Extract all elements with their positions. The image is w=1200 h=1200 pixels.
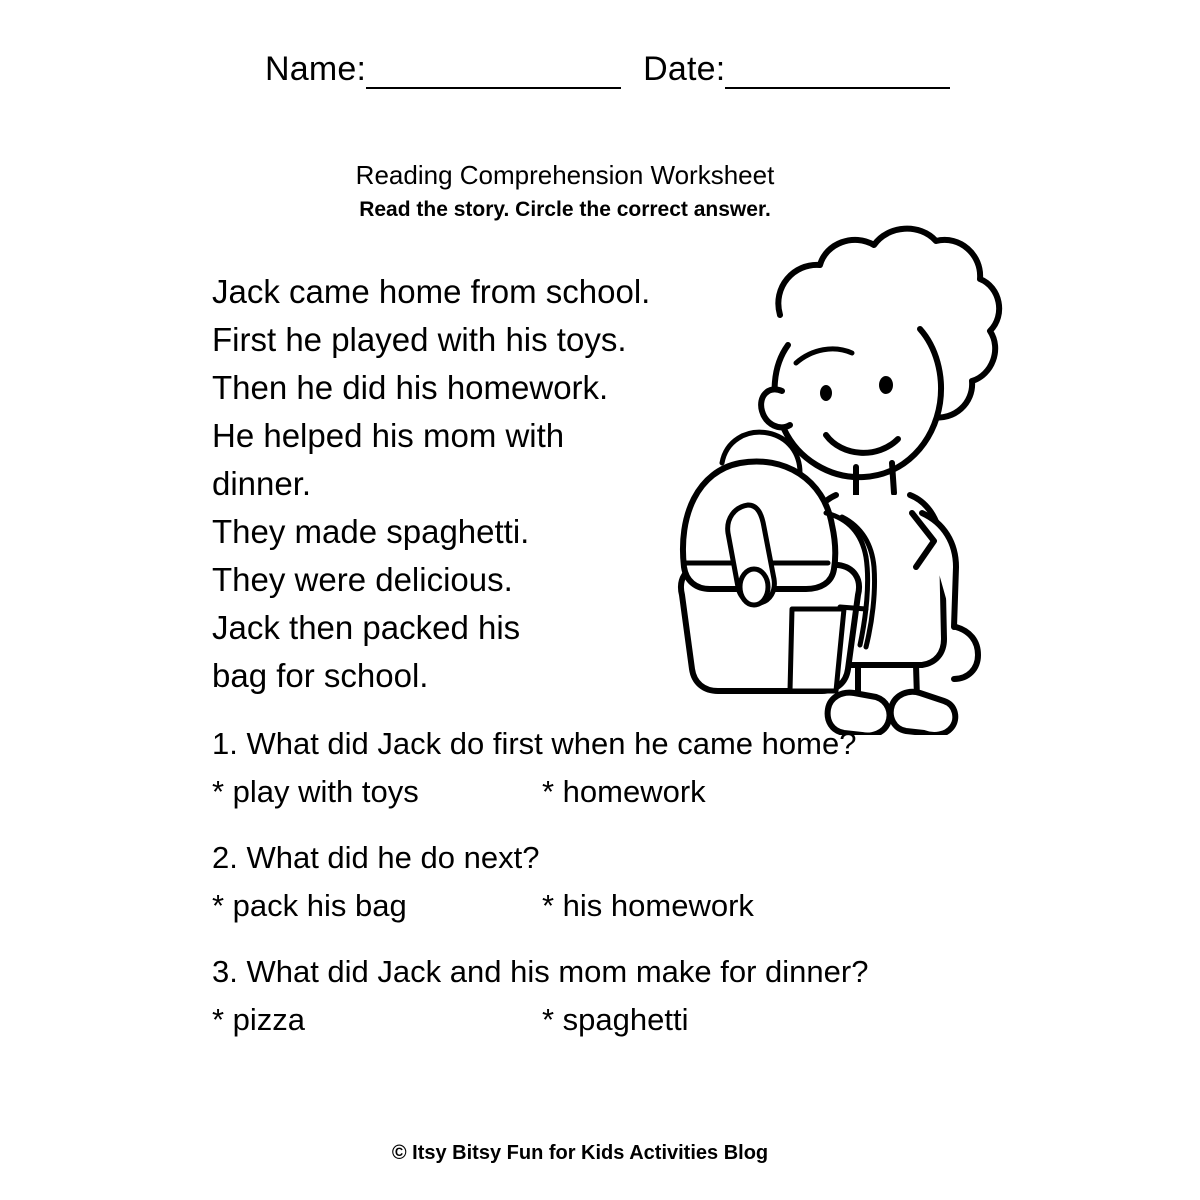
question-item: [212, 954, 1072, 1046]
answer-option[interactable]: * spaghetti: [542, 1002, 689, 1037]
story-line: bag for school.: [212, 657, 429, 694]
question-text: 3. What did Jack and his mom make for dinner?: [212, 954, 869, 989]
story-line: He helped his mom with: [212, 417, 565, 454]
questions-list: [212, 726, 1072, 1068]
answer-option[interactable]: * play with toys: [212, 774, 419, 809]
page-title: Reading Comprehension Worksheet: [355, 160, 775, 190]
date-label: Date:: [643, 50, 726, 88]
answer-option[interactable]: * homework: [542, 774, 706, 809]
answer-options: [212, 1002, 1072, 1046]
boy-with-backpack-illustration: [630, 195, 1030, 735]
answer-options: [212, 888, 1072, 932]
story-line: Then he did his homework.: [212, 369, 609, 406]
question-item: [212, 726, 1072, 818]
name-date-header: [265, 50, 950, 89]
answer-option[interactable]: * pack his bag: [212, 888, 407, 923]
footer-credit: © Itsy Bitsy Fun for Kids Activities Blog: [391, 1142, 769, 1164]
story-line: They made spaghetti.: [212, 513, 530, 550]
answer-options: [212, 774, 1072, 818]
question-item: [212, 840, 1072, 932]
name-input-line[interactable]: [366, 61, 621, 89]
date-input-line[interactable]: [725, 61, 950, 89]
answer-option[interactable]: * pizza: [212, 1002, 306, 1037]
story-line: They were delicious.: [212, 561, 513, 598]
name-label: Name:: [265, 50, 367, 88]
page-subtitle: Read the story. Circle the correct answer.: [359, 198, 771, 221]
story-line: First he played with his toys.: [212, 321, 627, 358]
question-text: 1. What did Jack do first when he came home?: [212, 726, 857, 761]
story-line: Jack then packed his: [212, 609, 521, 646]
answer-option[interactable]: * his homework: [542, 888, 754, 923]
question-text: 2. What did he do next?: [212, 840, 540, 875]
story-line: Jack came home from school.: [212, 273, 651, 310]
story-line: dinner.: [212, 465, 312, 502]
